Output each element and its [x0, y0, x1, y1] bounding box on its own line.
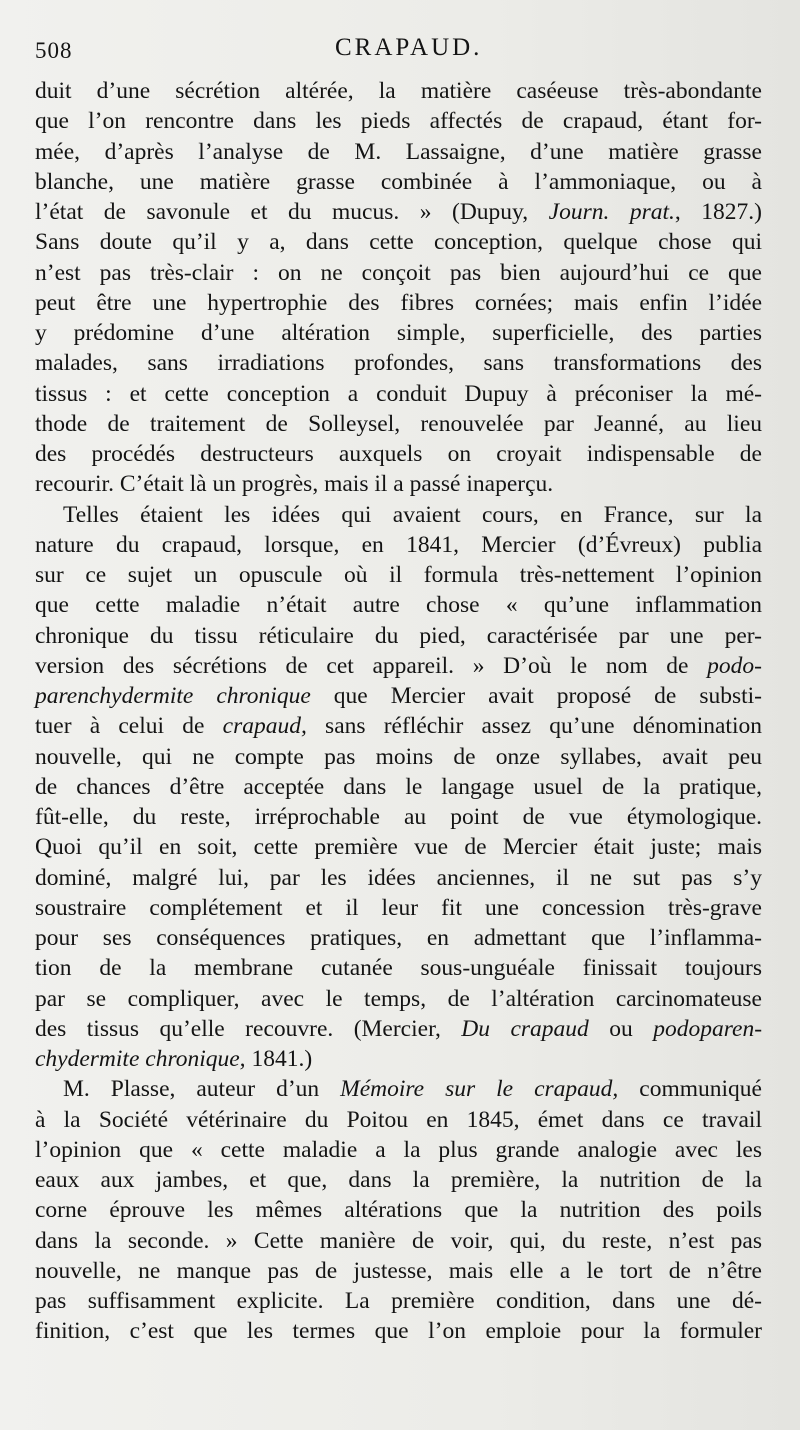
text-line: nature du crapaud, lorsque, en 1841, Mercier (d’Évreux) publia [35, 531, 762, 558]
text-line: dans la seconde. » Cette manière de voir, qui, du reste, n’est pas [35, 1227, 762, 1254]
text-line: eaux aux jambes, et que, dans la première, la nutrition de la [35, 1167, 762, 1193]
text-line: peut être une hypertrophie des fibres cornées; mais enfin l’idée [35, 289, 762, 316]
text-line: n’est pas très-clair : on ne conçoit pas bien aujourd’hui ce que [35, 259, 762, 286]
text-line: que l’on rencontre dans les pieds affectés de crapaud, étant for- [35, 108, 762, 135]
text-line: duit d’une sécrétion altérée, la matière caséeuse très-abondante [35, 78, 762, 104]
text-line: tuer à celui de crapaud, sans réfléchir assez qu’une dénomination [35, 713, 762, 740]
text-line: par se compliquer, avec le temps, de l’altération carcinomateuse [35, 985, 762, 1012]
text-line: chronique du tissu réticulaire du pied, caractérisée par une per- [35, 622, 762, 649]
text-line: tion de la membrane cutanée sous-unguéale finissait toujours [35, 955, 762, 982]
text-line: sur ce sujet un opuscule où il formula très-nettement l’opinion [35, 562, 762, 588]
text-line: Quoi qu’il en soit, cette première vue de Mercier était juste; mais [35, 834, 762, 861]
text-line: soustraire complétement et il leur fit une concession très-grave [35, 894, 762, 921]
text-line: des procédés destructeurs auxquels on croyait indispensable de [35, 441, 762, 467]
text-line: corne éprouve les mêmes altérations que la nutrition des poils [35, 1197, 762, 1224]
text-line: nouvelle, ne manque pas de justesse, mais elle a le tort de n’être [35, 1257, 762, 1284]
text-line: nouvelle, qui ne compte pas moins de onze syllabes, avait peu [35, 743, 762, 770]
text-line: parenchydermite chronique que Mercier avait proposé de substi- [35, 683, 762, 709]
text-line: à la Société vétérinaire du Poitou en 1845, émet dans ce travail [35, 1106, 762, 1133]
text-line: fût-elle, du reste, irréprochable au point de vue étymologique. [35, 804, 762, 830]
text-line: que cette maladie n’était autre chose « qu’une inflammation [35, 592, 762, 619]
text-line: y prédomine d’une altération simple, superficielle, des parties [35, 320, 762, 346]
text-line: tissus : et cette conception a conduit Dupuy à préconiser la mé- [35, 380, 762, 407]
running-head: CRAPAUD. [335, 34, 483, 61]
text-line: blanche, une matière grasse combinée à l’ammoniaque, ou à [35, 168, 762, 195]
text-line: Sans doute qu’il y a, dans cette conception, quelque chose qui [35, 229, 762, 256]
page-number: 508 [35, 38, 73, 63]
text-line: version des sécrétions de cet appareil. » D’où le nom de podo- [35, 652, 762, 679]
text-line: pas suffisamment explicite. La première condition, dans une dé- [35, 1288, 762, 1314]
text-line: pour ses conséquences pratiques, en admettant que l’inflamma- [35, 925, 762, 951]
text-line: dominé, malgré lui, par les idées anciennes, il ne sut pas s’y [35, 864, 762, 891]
paragraph-start-line: Telles étaient les idées qui avaient cours, en France, sur la [63, 501, 762, 528]
text-line: des tissus qu’elle recouvre. (Mercier, Du crapaud ou podoparen- [35, 1015, 763, 1042]
text-line: l’opinion que « cette maladie a la plus grande analogie avec les [35, 1136, 762, 1163]
text-line: malades, sans irradiations profondes, sans transformations des [35, 350, 762, 377]
text-line: recourir. C’était là un progrès, mais il a passé inaperçu. [35, 471, 554, 498]
text-line: finition, c’est que les termes que l’on emploie pour la formuler [35, 1318, 762, 1345]
text-line: chydermite chronique, 1841.) [35, 1046, 313, 1072]
paragraph-start-line: M. Plasse, auteur d’un Mémoire sur le crapaud, communiqué [63, 1076, 762, 1103]
text-line: mée, d’après l’analyse de M. Lassaigne, d’une matière grasse [35, 138, 762, 165]
text-line: l’état de savonule et du mucus. » (Dupuy, Journ. prat., 1827.) [35, 199, 763, 225]
text-line: de chances d’être acceptée dans le langage usuel de la pratique, [35, 773, 762, 800]
text-line: thode de traitement de Solleysel, renouvelée par Jeanné, au lieu [35, 410, 762, 437]
body-text [35, 76, 762, 1347]
